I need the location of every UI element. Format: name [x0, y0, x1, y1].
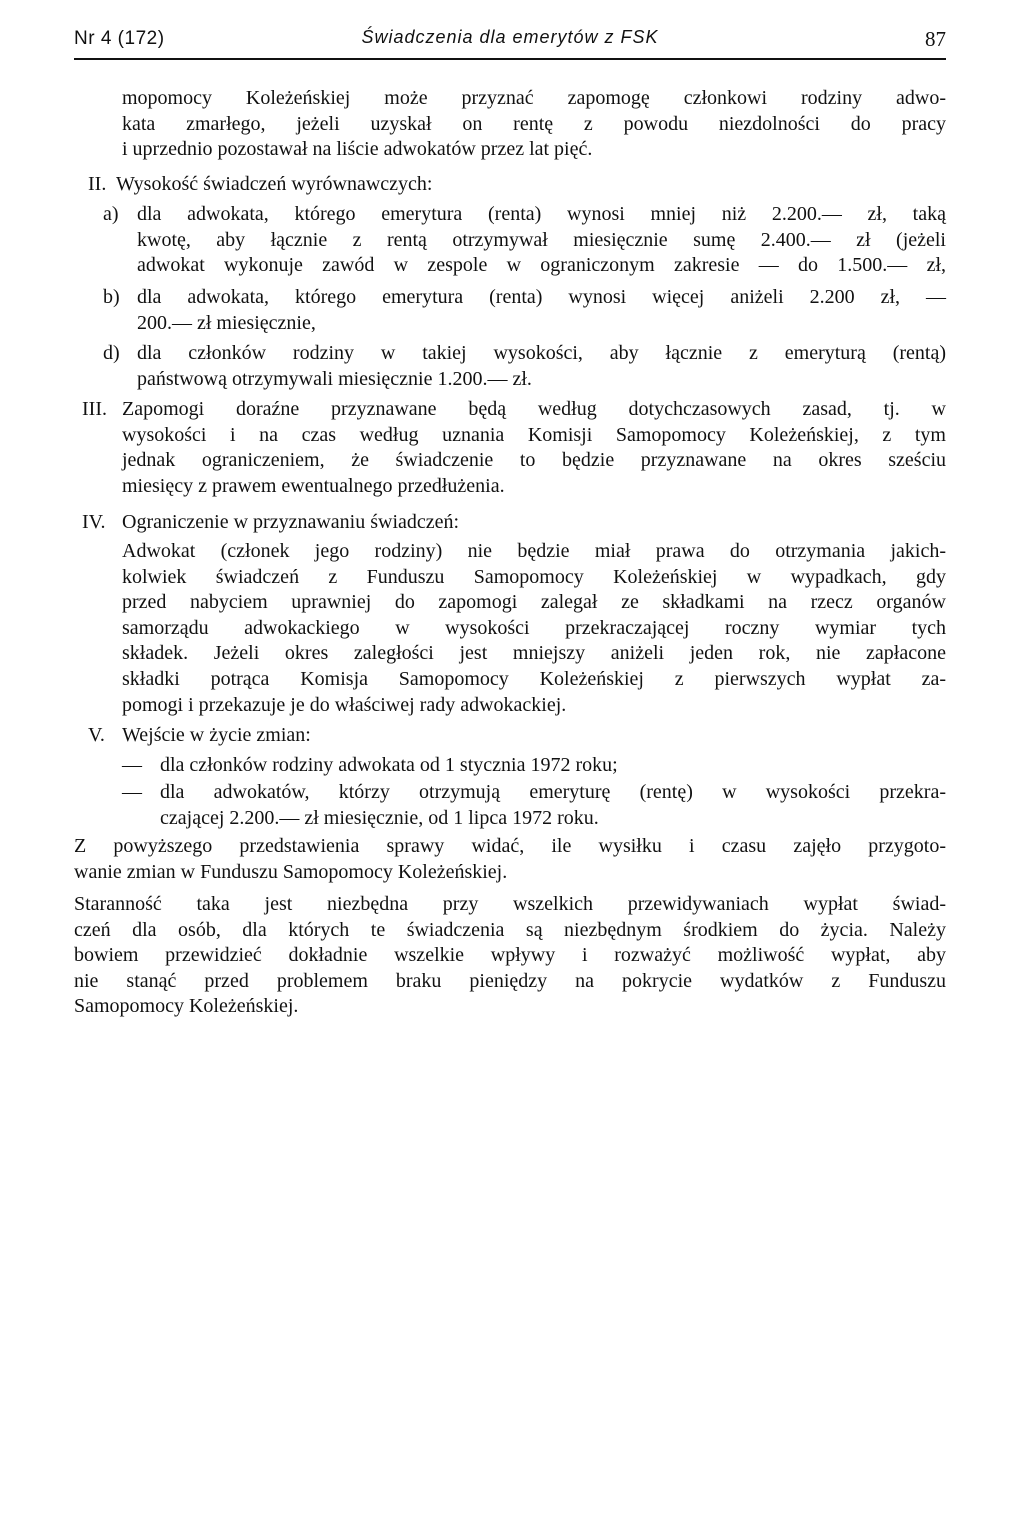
item-b	[137, 285, 946, 336]
running-title: Świadczenia dla emerytów z FSK	[361, 27, 659, 47]
text-line: adwokat wykonuje zawód w zespole w ograniczonym zakresie — do 1.500.— zł,	[137, 254, 946, 277]
text-line: jednak ograniczeniem, że świadczenie to będzie przyznawane na okres sześciu	[122, 449, 946, 472]
section-iii-label: III.	[82, 398, 107, 420]
text-line: mopomocy Koleżeńskiej może przyznać zapomogę członkowi rodziny adwo-	[122, 87, 946, 109]
dash-item-2	[160, 780, 946, 831]
section-iv-heading	[122, 510, 946, 536]
item-d-label: d)	[103, 342, 120, 364]
text-line: dla adwokatów, którzy otrzymują emeryturę (rentę) w wysokości przekra-	[160, 781, 946, 803]
text-line: Zapomogi doraźne przyznawane będą według dotychczasowych zasad, tj. w	[122, 398, 946, 420]
item-a-label: a)	[103, 203, 119, 225]
paragraph-intro	[122, 86, 946, 163]
section-v-heading	[122, 723, 946, 749]
text-line: bowiem przewidzieć dokładnie wszelkie wpływy i rozważyć możliwość wypłat, aby	[74, 944, 946, 967]
text-line: i uprzednio pozostawał na liście adwokatów przez lat pięć.	[122, 138, 593, 161]
page-number: 87	[925, 27, 946, 51]
text-line: państwową otrzymywali miesięcznie 1.200.— zł.	[137, 367, 532, 390]
section-ii-heading	[116, 172, 946, 198]
text-line: składek. Jeżeli okres zaległości jest mniejszy aniżeli jeden rok, nie zapłacone	[122, 642, 946, 665]
section-iii	[122, 397, 946, 499]
text-line: Samopomocy Koleżeńskiej.	[74, 995, 299, 1018]
dash-item-2-label: —	[122, 781, 142, 803]
issue-number: Nr 4 (172)	[74, 28, 165, 49]
item-d	[137, 341, 946, 392]
section-v-heading-label: V.	[88, 724, 105, 746]
text-line: dla członków rodziny adwokata od 1 stycznia 1972 roku;	[160, 754, 618, 776]
text-line: Z powyższego przedstawienia sprawy widać, ile wysiłku i czasu zajęło przygoto-	[74, 835, 946, 857]
item-b-label: b)	[103, 286, 120, 308]
paragraph-iv	[122, 539, 946, 718]
text-line: Adwokat (członek jego rodziny) nie będzie miał prawa do otrzymania jakich-	[122, 540, 946, 562]
paragraph-summary	[74, 834, 946, 885]
text-line: czeń dla osób, dla których te świadczenia są niezbędnym środkiem do życia. Należy	[74, 918, 946, 941]
text-line: czającej 2.200.— zł miesięcznie, od 1 lipca 1972 roku.	[160, 806, 599, 829]
text-line: dla członków rodziny w takiej wysokości, aby łącznie z emeryturą (rentą)	[137, 342, 946, 364]
text-line: składki potrąca Komisja Samopomocy Koleżeńskiej z pierwszych wypłat za-	[122, 667, 946, 690]
text-line: 200.— zł miesięcznie,	[137, 311, 316, 334]
text-line: Staranność taka jest niezbędna przy wszelkich przewidywaniach wypłat świad-	[74, 893, 946, 915]
text-line: pomogi i przekazuje je do właściwej rady adwokackiej.	[122, 693, 567, 716]
text-line: Ograniczenie w przyznawaniu świadczeń:	[122, 511, 460, 533]
text-line: samorządu adwokackiego w wysokości przekraczającej roczny wymiar tych	[122, 616, 946, 639]
section-iv-heading-label: IV.	[82, 511, 106, 533]
text-line: dla adwokata, którego emerytura (renta) wynosi więcej aniżeli 2.200 zł, —	[137, 286, 946, 308]
text-line: dla adwokata, którego emerytura (renta) wynosi mniej niż 2.200.— zł, taką	[137, 203, 946, 225]
text-line: wanie zmian w Funduszu Samopomocy Koleżeńskiej.	[74, 860, 508, 883]
text-line: miesięcy z prawem ewentualnego przedłużenia.	[122, 474, 505, 497]
text-line: kata zmarłego, jeżeli uzyskał on rentę z powodu niezdolności do pracy	[122, 112, 946, 135]
item-a	[137, 202, 946, 279]
dash-item-1	[160, 753, 946, 779]
text-line: kolwiek świadczeń z Funduszu Samopomocy Koleżeńskiej w wypadkach, gdy	[122, 565, 946, 588]
running-header	[74, 18, 946, 60]
section-ii-heading-label: II.	[88, 173, 107, 195]
text-line: nie stanąć przed problemem braku pieniędzy na pokrycie wydatków z Funduszu	[74, 969, 946, 992]
text-line: wysokości i na czas według uznania Komisji Samopomocy Koleżeńskiej, z tym	[122, 423, 946, 446]
dash-item-1-label: —	[122, 754, 142, 776]
text-line: przed nabyciem uprawniej do zapomogi zalegał ze składkami na rzecz organów	[122, 591, 946, 614]
text-line: kwotę, aby łącznie z rentą otrzymywał miesięcznie sumę 2.400.— zł (jeżeli	[137, 228, 946, 251]
text-line: Wysokość świadczeń wyrównawczych:	[116, 173, 433, 195]
paragraph-closing	[74, 892, 946, 1020]
text-line: Wejście w życie zmian:	[122, 724, 311, 746]
